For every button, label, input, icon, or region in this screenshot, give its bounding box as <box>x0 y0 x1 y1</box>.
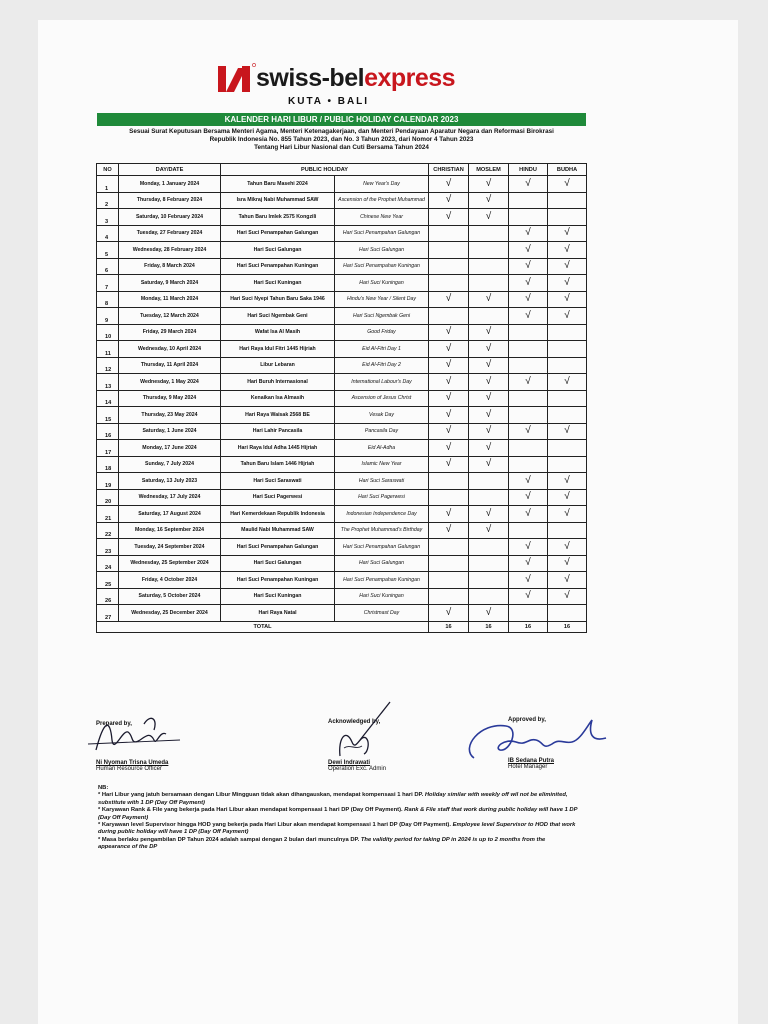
row-christian-check: √ <box>429 522 469 539</box>
table-row <box>97 456 587 473</box>
decree-line-3: Tentang Hari Libur Nasional dan Cuti Bersama Tahun 2024 <box>254 144 429 151</box>
table-row <box>97 473 587 490</box>
row-date: Wednesday, 17 July 2024 <box>119 489 221 506</box>
row-moslem-check: √ <box>469 390 509 407</box>
row-number: 23 <box>97 539 119 556</box>
row-hindu-check: √ <box>509 489 548 506</box>
row-date: Monday, 17 June 2024 <box>119 440 221 457</box>
row-moslem-check <box>469 473 509 490</box>
table-row <box>97 192 587 209</box>
row-hindu-check <box>509 341 548 358</box>
row-budha-check: √ <box>548 506 587 523</box>
row-hindu-check: √ <box>509 291 548 308</box>
row-hindu-check: √ <box>509 423 548 440</box>
row-holiday-name: Hari Kemerdekaan Republik Indonesia <box>221 506 335 523</box>
row-holiday-english: Chinese New Year <box>335 209 429 226</box>
swiss-bel-logo-icon <box>216 62 256 94</box>
table-row <box>97 506 587 523</box>
row-budha-check <box>548 390 587 407</box>
acknowledged-signature-icon <box>320 698 400 764</box>
row-number: 2 <box>97 192 119 209</box>
row-budha-check: √ <box>548 275 587 292</box>
table-row <box>97 555 587 572</box>
total-christian: 16 <box>429 621 469 632</box>
row-budha-check: √ <box>548 489 587 506</box>
note-2: * Karyawan Rank & File yang bekerja pada Hari Libur akan mendapat kompensasi 1 hari DP (Day Off Payment). Rank & File staff that work during public holiday will have 1 DP (Day Off Payment) <box>98 807 578 821</box>
row-budha-check: √ <box>548 572 587 589</box>
table-row <box>97 176 587 193</box>
row-number: 5 <box>97 242 119 259</box>
row-holiday-name: Hari Suci Penampahan Kuningan <box>221 572 335 589</box>
row-hindu-check <box>509 192 548 209</box>
row-hindu-check: √ <box>509 588 548 605</box>
row-date: Tuesday, 12 March 2024 <box>119 308 221 325</box>
row-number: 10 <box>97 324 119 341</box>
row-number: 14 <box>97 390 119 407</box>
row-date: Friday, 29 March 2024 <box>119 324 221 341</box>
row-christian-check: √ <box>429 456 469 473</box>
row-holiday-name: Kenaikan Isa Almasih <box>221 390 335 407</box>
row-moslem-check: √ <box>469 440 509 457</box>
row-budha-check: √ <box>548 588 587 605</box>
row-holiday-name: Hari Suci Nyepi Tahun Baru Saka 1946 <box>221 291 335 308</box>
row-date: Tuesday, 24 September 2024 <box>119 539 221 556</box>
row-number: 22 <box>97 522 119 539</box>
row-budha-check <box>548 605 587 622</box>
notes-section <box>98 785 578 852</box>
row-hindu-check: √ <box>509 176 548 193</box>
row-hindu-check: √ <box>509 308 548 325</box>
row-holiday-english: Vesak Day <box>335 407 429 424</box>
row-date: Sunday, 7 July 2024 <box>119 456 221 473</box>
row-number: 9 <box>97 308 119 325</box>
row-date: Thursday, 9 May 2024 <box>119 390 221 407</box>
row-moslem-check <box>469 275 509 292</box>
row-holiday-english: Pancasila Day <box>335 423 429 440</box>
row-moslem-check: √ <box>469 522 509 539</box>
row-date: Monday, 1 January 2024 <box>119 176 221 193</box>
row-christian-check <box>429 225 469 242</box>
calendar-title: KALENDER HARI LIBUR / PUBLIC HOLIDAY CALENDAR 2023 <box>97 113 586 126</box>
row-number: 12 <box>97 357 119 374</box>
row-moslem-check <box>469 555 509 572</box>
holiday-table <box>96 163 587 633</box>
row-number: 15 <box>97 407 119 424</box>
brand-name: swiss-belexpress <box>256 64 456 92</box>
row-budha-check: √ <box>548 225 587 242</box>
row-holiday-name: Tahun Baru Islam 1446 Hijriah <box>221 456 335 473</box>
approved-by-label: Approved by, <box>508 717 546 723</box>
row-date: Friday, 4 October 2024 <box>119 572 221 589</box>
row-holiday-name: Hari Lahir Pancasila <box>221 423 335 440</box>
row-moslem-check <box>469 588 509 605</box>
table-row <box>97 242 587 259</box>
table-row <box>97 225 587 242</box>
row-hindu-check: √ <box>509 572 548 589</box>
row-hindu-check: √ <box>509 473 548 490</box>
row-holiday-name: Hari Suci Kuningan <box>221 275 335 292</box>
row-holiday-english: Hari Suci Penampahan Galungan <box>335 225 429 242</box>
row-date: Wednesday, 28 February 2024 <box>119 242 221 259</box>
header-moslem: MOSLEM <box>469 164 509 176</box>
row-date: Friday, 8 March 2024 <box>119 258 221 275</box>
row-holiday-english: Eid Al-Fitri Day 1 <box>335 341 429 358</box>
brand-location: KUTA • BALI <box>288 96 370 107</box>
table-row <box>97 489 587 506</box>
row-budha-check <box>548 192 587 209</box>
row-holiday-name: Maulid Nabi Muhammad SAW <box>221 522 335 539</box>
row-budha-check <box>548 456 587 473</box>
row-budha-check: √ <box>548 423 587 440</box>
row-holiday-english: Hari Suci Saraswati <box>335 473 429 490</box>
row-moslem-check <box>469 242 509 259</box>
table-row <box>97 357 587 374</box>
approved-by-name: IB Sedana Putra <box>508 758 555 764</box>
row-date: Saturday, 17 August 2024 <box>119 506 221 523</box>
row-christian-check <box>429 555 469 572</box>
row-holiday-name: Hari Suci Kuningan <box>221 588 335 605</box>
row-holiday-name: Hari Suci Penampahan Galungan <box>221 225 335 242</box>
row-number: 1 <box>97 176 119 193</box>
total-moslem: 16 <box>469 621 509 632</box>
row-holiday-name: Isra Mikraj Nabi Muhammad SAW <box>221 192 335 209</box>
row-moslem-check: √ <box>469 176 509 193</box>
row-holiday-name: Hari Suci Saraswati <box>221 473 335 490</box>
row-number: 20 <box>97 489 119 506</box>
decree-line-2: Republik Indonesia No. 855 Tahun 2023, dan No. 3 Tahun 2023, dari Nomor 4 Tahun 2023 <box>209 136 474 143</box>
row-hindu-check: √ <box>509 374 548 391</box>
row-budha-check: √ <box>548 242 587 259</box>
row-date: Tuesday, 27 February 2024 <box>119 225 221 242</box>
row-christian-check: √ <box>429 440 469 457</box>
row-budha-check: √ <box>548 374 587 391</box>
row-moslem-check: √ <box>469 357 509 374</box>
row-date: Monday, 16 September 2024 <box>119 522 221 539</box>
row-christian-check <box>429 539 469 556</box>
row-holiday-english: The Prophet Muhammad's Birthday <box>335 522 429 539</box>
row-date: Saturday, 5 October 2024 <box>119 588 221 605</box>
prepared-signature-icon <box>84 710 194 762</box>
table-row <box>97 423 587 440</box>
row-date: Thursday, 8 February 2024 <box>119 192 221 209</box>
row-holiday-name: Hari Suci Ngembak Geni <box>221 308 335 325</box>
row-moslem-check: √ <box>469 291 509 308</box>
row-holiday-name: Hari Raya Natal <box>221 605 335 622</box>
row-christian-check: √ <box>429 374 469 391</box>
table-row <box>97 258 587 275</box>
row-moslem-check: √ <box>469 374 509 391</box>
row-christian-check: √ <box>429 341 469 358</box>
row-hindu-check: √ <box>509 258 548 275</box>
row-moslem-check: √ <box>469 341 509 358</box>
row-holiday-english: Hari Suci Kuningan <box>335 588 429 605</box>
row-hindu-check <box>509 390 548 407</box>
row-budha-check <box>548 407 587 424</box>
row-holiday-english: Hari Suci Penampahan Kuningan <box>335 258 429 275</box>
row-holiday-english: Hari Suci Galungan <box>335 242 429 259</box>
row-holiday-name: Wafat Isa Al Masih <box>221 324 335 341</box>
table-row <box>97 390 587 407</box>
row-christian-check: √ <box>429 506 469 523</box>
row-christian-check <box>429 489 469 506</box>
row-number: 26 <box>97 588 119 605</box>
row-number: 4 <box>97 225 119 242</box>
row-budha-check <box>548 440 587 457</box>
row-date: Monday, 11 March 2024 <box>119 291 221 308</box>
total-row <box>97 621 587 632</box>
row-hindu-check: √ <box>509 506 548 523</box>
row-number: 11 <box>97 341 119 358</box>
row-holiday-english: Eid Al-Adha <box>335 440 429 457</box>
row-number: 24 <box>97 555 119 572</box>
prepared-by-label: Prepared by, <box>96 721 132 727</box>
table-row <box>97 209 587 226</box>
table-row <box>97 324 587 341</box>
row-budha-check: √ <box>548 473 587 490</box>
header-no: NO <box>97 164 119 176</box>
row-date: Saturday, 10 February 2024 <box>119 209 221 226</box>
acknowledged-by-signer <box>328 760 386 772</box>
row-christian-check: √ <box>429 192 469 209</box>
table-row <box>97 539 587 556</box>
row-moslem-check: √ <box>469 456 509 473</box>
header-date: DAY/DATE <box>119 164 221 176</box>
row-christian-check <box>429 308 469 325</box>
row-christian-check <box>429 258 469 275</box>
row-holiday-name: Libur Lebaran <box>221 357 335 374</box>
table-row <box>97 308 587 325</box>
row-date: Wednesday, 10 April 2024 <box>119 341 221 358</box>
row-holiday-name: Hari Raya Waisak 2568 BE <box>221 407 335 424</box>
row-number: 27 <box>97 605 119 622</box>
row-budha-check: √ <box>548 258 587 275</box>
table-row <box>97 275 587 292</box>
row-date: Wednesday, 25 September 2024 <box>119 555 221 572</box>
hotel-logo <box>216 62 456 112</box>
prepared-by-name: Ni Nyoman Trisna Umeda <box>96 760 169 766</box>
row-hindu-check <box>509 407 548 424</box>
row-holiday-english: Islamic New Year <box>335 456 429 473</box>
row-christian-check <box>429 242 469 259</box>
header-hindu: HINDU <box>509 164 548 176</box>
row-number: 21 <box>97 506 119 523</box>
note-3: * Karyawan level Supervisor hingga HOD yang bekerja pada Hari Libur akan mendapat kompensasi 1 hari DP (Day Off Payment). Employee level Supervisor to HOD that work during public holiday will have 1 DP (Day Off Payment) <box>98 822 576 836</box>
row-holiday-name: Hari Suci Pagerwesi <box>221 489 335 506</box>
row-budha-check: √ <box>548 555 587 572</box>
row-holiday-name: Hari Buruh Internasional <box>221 374 335 391</box>
table-header-row <box>97 164 587 176</box>
row-holiday-name: Hari Suci Penampahan Galungan <box>221 539 335 556</box>
row-christian-check <box>429 473 469 490</box>
row-moslem-check: √ <box>469 506 509 523</box>
row-christian-check: √ <box>429 390 469 407</box>
row-number: 25 <box>97 572 119 589</box>
row-holiday-english: Indonesian Independence Day <box>335 506 429 523</box>
row-moslem-check <box>469 572 509 589</box>
row-moslem-check: √ <box>469 605 509 622</box>
acknowledged-by-label: Acknowledged by, <box>328 719 381 725</box>
total-budha: 16 <box>548 621 587 632</box>
row-moslem-check <box>469 539 509 556</box>
row-christian-check <box>429 588 469 605</box>
row-number: 7 <box>97 275 119 292</box>
row-holiday-name: Hari Suci Penampahan Kuningan <box>221 258 335 275</box>
row-number: 16 <box>97 423 119 440</box>
row-budha-check <box>548 209 587 226</box>
row-holiday-english: Hari Suci Pagerwesi <box>335 489 429 506</box>
row-number: 17 <box>97 440 119 457</box>
row-hindu-check: √ <box>509 555 548 572</box>
row-christian-check <box>429 572 469 589</box>
row-christian-check: √ <box>429 209 469 226</box>
note-1: * Hari Libur yang jatuh bersamaan dengan Libur Mingguan tidak akan dihangauskan, mendapat kompensasi 1 hari DP. Holiday similar with weekly off wil not be eliminited, substitute with 1 DP (Day Off Payment) <box>98 792 568 806</box>
row-date: Saturday, 9 March 2024 <box>119 275 221 292</box>
row-moslem-check <box>469 489 509 506</box>
table-row <box>97 605 587 622</box>
row-holiday-name: Tahun Baru Masehi 2024 <box>221 176 335 193</box>
row-christian-check: √ <box>429 176 469 193</box>
header-holiday: PUBLIC HOLIDAY <box>221 164 429 176</box>
row-number: 13 <box>97 374 119 391</box>
decree-line-1: Sesuai Surat Keputusan Bersama Menteri Agama, Menteri Ketenagakerjaan, dan Menteri Pendayaan Aparatur Negara dan Reformasi Birokrasi <box>129 128 554 135</box>
row-number: 18 <box>97 456 119 473</box>
row-christian-check <box>429 275 469 292</box>
prepared-by-role: Human Resource Officer <box>96 766 162 772</box>
row-budha-check: √ <box>548 308 587 325</box>
row-moslem-check <box>469 225 509 242</box>
row-moslem-check: √ <box>469 324 509 341</box>
row-holiday-english: Hari Suci Penampahan Kuningan <box>335 572 429 589</box>
note-4: * Masa berlaku pengambilan DP Tahun 2024 adalah sampai dengan 2 bulan dari munculnya DP. The validity period for taking DP in 2024 is up to 2 months from the appearance of the DP <box>98 836 546 851</box>
row-budha-check <box>548 341 587 358</box>
table-row <box>97 341 587 358</box>
table-row <box>97 522 587 539</box>
header-christian: CHRISTIAN <box>429 164 469 176</box>
row-moslem-check <box>469 258 509 275</box>
table-row <box>97 572 587 589</box>
row-number: 3 <box>97 209 119 226</box>
row-christian-check: √ <box>429 423 469 440</box>
row-number: 8 <box>97 291 119 308</box>
row-date: Thursday, 11 April 2024 <box>119 357 221 374</box>
table-row <box>97 291 587 308</box>
row-date: Wednesday, 1 May 2024 <box>119 374 221 391</box>
row-hindu-check: √ <box>509 275 548 292</box>
row-holiday-english: New Year's Day <box>335 176 429 193</box>
row-hindu-check <box>509 357 548 374</box>
row-budha-check: √ <box>548 291 587 308</box>
row-christian-check: √ <box>429 605 469 622</box>
row-holiday-english: Christmast Day <box>335 605 429 622</box>
row-christian-check: √ <box>429 324 469 341</box>
row-moslem-check: √ <box>469 192 509 209</box>
header-budha: BUDHA <box>548 164 587 176</box>
row-holiday-english: Ascension of Jesus Christ <box>335 390 429 407</box>
row-holiday-english: Hari Suci Galungan <box>335 555 429 572</box>
row-moslem-check: √ <box>469 209 509 226</box>
table-row <box>97 407 587 424</box>
row-holiday-name: Hari Raya Idul Adha 1445 Hijriah <box>221 440 335 457</box>
row-holiday-name: Hari Suci Galungan <box>221 555 335 572</box>
row-holiday-english: Eid Al-Fitri Day 2 <box>335 357 429 374</box>
row-holiday-english: International Labour's Day <box>335 374 429 391</box>
row-moslem-check: √ <box>469 407 509 424</box>
row-holiday-name: Hari Raya Idul Fitri 1445 Hijriah <box>221 341 335 358</box>
row-date: Thursday, 23 May 2024 <box>119 407 221 424</box>
row-hindu-check: √ <box>509 539 548 556</box>
row-budha-check: √ <box>548 176 587 193</box>
row-number: 19 <box>97 473 119 490</box>
row-hindu-check: √ <box>509 242 548 259</box>
row-date: Saturday, 1 June 2024 <box>119 423 221 440</box>
row-holiday-english: Hari Suci Ngembak Geni <box>335 308 429 325</box>
total-hindu: 16 <box>509 621 548 632</box>
row-holiday-name: Hari Suci Galungan <box>221 242 335 259</box>
row-hindu-check: √ <box>509 225 548 242</box>
row-holiday-english: Hari Suci Penampahan Galungan <box>335 539 429 556</box>
row-number: 6 <box>97 258 119 275</box>
row-moslem-check: √ <box>469 423 509 440</box>
row-hindu-check <box>509 324 548 341</box>
prepared-by-signer <box>96 760 168 772</box>
row-hindu-check <box>509 440 548 457</box>
holiday-rows <box>97 176 587 622</box>
row-christian-check: √ <box>429 291 469 308</box>
notes-heading: NB: <box>98 785 109 791</box>
table-row <box>97 588 587 605</box>
row-budha-check: √ <box>548 539 587 556</box>
row-holiday-english: Ascension of the Prophet Muhammad <box>335 192 429 209</box>
approved-by-signer <box>508 758 554 770</box>
acknowledged-by-role: Operation Exc. Admin <box>328 766 387 772</box>
row-date: Wednesday, 25 December 2024 <box>119 605 221 622</box>
row-holiday-english: Hindu's New Year / Silent Day <box>335 291 429 308</box>
row-hindu-check <box>509 456 548 473</box>
row-christian-check: √ <box>429 357 469 374</box>
row-date: Saturday, 13 July 2023 <box>119 473 221 490</box>
table-row <box>97 440 587 457</box>
row-hindu-check <box>509 605 548 622</box>
row-holiday-english: Good Friday <box>335 324 429 341</box>
row-holiday-english: Hari Suci Kuningan <box>335 275 429 292</box>
row-budha-check <box>548 357 587 374</box>
approved-by-role: Hotel Manager <box>508 764 548 770</box>
acknowledged-by-name: Dewi Indrawati <box>328 760 371 766</box>
row-moslem-check <box>469 308 509 325</box>
row-holiday-name: Tahun Baru Imlek 2575 Kongzili <box>221 209 335 226</box>
table-row <box>97 374 587 391</box>
row-hindu-check <box>509 522 548 539</box>
row-hindu-check <box>509 209 548 226</box>
row-budha-check <box>548 324 587 341</box>
total-label: TOTAL <box>97 621 429 632</box>
row-christian-check: √ <box>429 407 469 424</box>
row-budha-check <box>548 522 587 539</box>
